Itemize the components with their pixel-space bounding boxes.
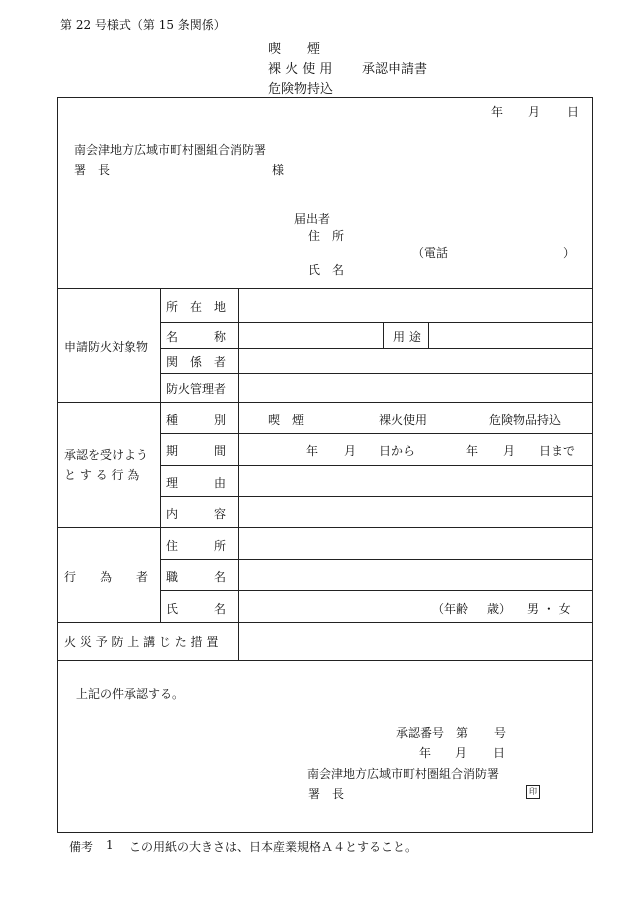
act-content-label: 内 容: [166, 507, 227, 521]
divider-section: [57, 660, 593, 661]
addressee-org: 南会津地方広域市町村圏組合消防署: [74, 143, 267, 157]
actor-job-label: 職 名: [166, 570, 227, 584]
period-from-year: 年: [306, 444, 319, 458]
divider-row: [160, 322, 593, 323]
period-from-month: 月: [344, 444, 357, 458]
act-type-hazmat: 危険物品持込: [489, 413, 562, 427]
title-smoking: 喫 煙: [268, 42, 321, 57]
act-reason-label: 理 由: [166, 476, 227, 490]
actor-age-open: （年齢: [432, 602, 469, 616]
target-name-label: 名 称: [166, 330, 227, 344]
approval-title: 署 長: [308, 787, 345, 801]
divider-top-section: [57, 288, 593, 289]
period-from-day: 日から: [379, 444, 416, 458]
approval-date-month: 月: [455, 746, 468, 760]
note-label: 備考: [69, 840, 94, 854]
divider-row: [160, 590, 593, 591]
target-manager-label: 防火管理者: [166, 382, 227, 396]
column-divider-usage: [428, 322, 429, 348]
applicant-address-label: 住 所: [308, 229, 345, 243]
divider-row: [160, 496, 593, 497]
divider-section: [57, 622, 593, 623]
title-suffix: 承認申請書: [362, 62, 428, 77]
approval-number-prefix: 第: [456, 726, 469, 740]
approval-date-day: 日: [493, 746, 506, 760]
act-group-label-line1: 承認を受けよう: [64, 448, 149, 462]
period-to-year: 年: [466, 444, 479, 458]
note-number: 1: [106, 838, 114, 852]
column-divider-group: [160, 288, 161, 622]
column-divider-label: [238, 288, 239, 660]
column-divider-usage: [383, 322, 384, 348]
divider-row: [160, 348, 593, 349]
act-period-label: 期 間: [166, 444, 227, 458]
approval-number-label: 承認番号: [396, 726, 445, 740]
actor-name-label: 氏 名: [166, 602, 227, 616]
approval-number-suffix: 号: [494, 726, 507, 740]
approval-org: 南会津地方広域市町村圏組合消防署: [307, 767, 500, 781]
target-usage-label: 用 途: [393, 330, 421, 344]
actor-address-label: 住 所: [166, 539, 227, 553]
applicant-phone-label: （電話: [412, 246, 449, 260]
actor-age-close: 歳）: [487, 602, 512, 616]
target-related-label: 関 係 者: [166, 355, 227, 369]
act-type-open-fire: 裸火使用: [379, 413, 428, 427]
date-year: 年: [491, 105, 504, 119]
form-number: 第 22 号様式（第 15 条関係）: [60, 18, 226, 32]
act-group-label-line2: と す る 行 為: [64, 468, 140, 482]
divider-row: [160, 559, 593, 560]
applicant-name-label: 氏 名: [308, 263, 345, 277]
title-hazmat: 危険物持込: [268, 82, 334, 97]
target-group-label: 申請防火対象物: [64, 340, 149, 354]
title-open-fire: 裸 火 使 用: [268, 62, 333, 77]
actor-group-label: 行 為 者: [64, 570, 149, 584]
applicant-phone-close: ）: [563, 246, 576, 260]
addressee-honorific: 様: [272, 163, 285, 177]
divider-section: [57, 402, 593, 403]
addressee-title: 署 長: [74, 163, 111, 177]
seal-mark: 印: [526, 785, 540, 799]
actor-gender: 男 ・ 女: [527, 602, 571, 616]
approval-statement: 上記の件承認する。: [76, 687, 185, 701]
applicant-label: 届出者: [294, 212, 331, 226]
act-type-smoking: 喫 煙: [268, 413, 305, 427]
date-month: 月: [528, 105, 541, 119]
divider-row: [160, 433, 593, 434]
date-day: 日: [567, 105, 580, 119]
divider-section: [57, 527, 593, 528]
period-to-day: 日まで: [539, 444, 576, 458]
approval-date-year: 年: [419, 746, 432, 760]
period-to-month: 月: [503, 444, 516, 458]
target-location-label: 所 在 地: [166, 300, 227, 314]
act-type-label: 種 別: [166, 413, 227, 427]
measures-label: 火 災 予 防 上 講 じ た 措 置: [64, 635, 219, 649]
divider-row: [160, 465, 593, 466]
note-text: この用紙の大きさは、日本産業規格Ａ４とすること。: [129, 840, 418, 854]
divider-row: [160, 373, 593, 374]
